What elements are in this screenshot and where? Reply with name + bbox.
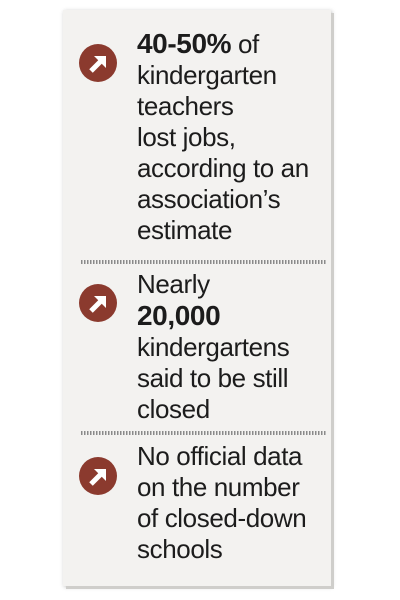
fact-line: lost jobs, xyxy=(137,122,236,152)
fact-line: Nearly xyxy=(137,269,210,299)
fact-line xyxy=(137,300,327,332)
fact-line: No official data xyxy=(137,441,303,471)
fact-line: teachers xyxy=(137,91,234,121)
fact-line xyxy=(137,28,327,60)
fact-line: of closed-down xyxy=(137,503,307,533)
fact-line: schools xyxy=(137,534,223,564)
fact-text xyxy=(137,28,327,246)
fact-text xyxy=(137,269,327,425)
dotted-divider xyxy=(81,431,327,435)
infographic-card xyxy=(63,10,331,586)
fact-line: closed xyxy=(137,394,210,424)
fact-highlight: 40-50% xyxy=(137,28,232,59)
fact-line-text: of xyxy=(231,29,259,59)
fact-highlight: 20,000 xyxy=(137,300,221,331)
arrow-up-right-icon xyxy=(79,284,117,322)
fact-line: according to an xyxy=(137,153,309,183)
dotted-divider xyxy=(81,260,327,264)
fact-line: kindergartens xyxy=(137,332,290,362)
fact-text xyxy=(137,441,327,565)
fact-line: on the number xyxy=(137,472,300,502)
fact-line: association’s xyxy=(137,184,281,214)
arrow-up-right-icon xyxy=(79,457,117,495)
fact-line: estimate xyxy=(137,215,233,245)
fact-line: said to be still xyxy=(137,363,289,393)
arrow-up-right-icon xyxy=(79,44,117,82)
fact-line: kindergarten xyxy=(137,60,277,90)
